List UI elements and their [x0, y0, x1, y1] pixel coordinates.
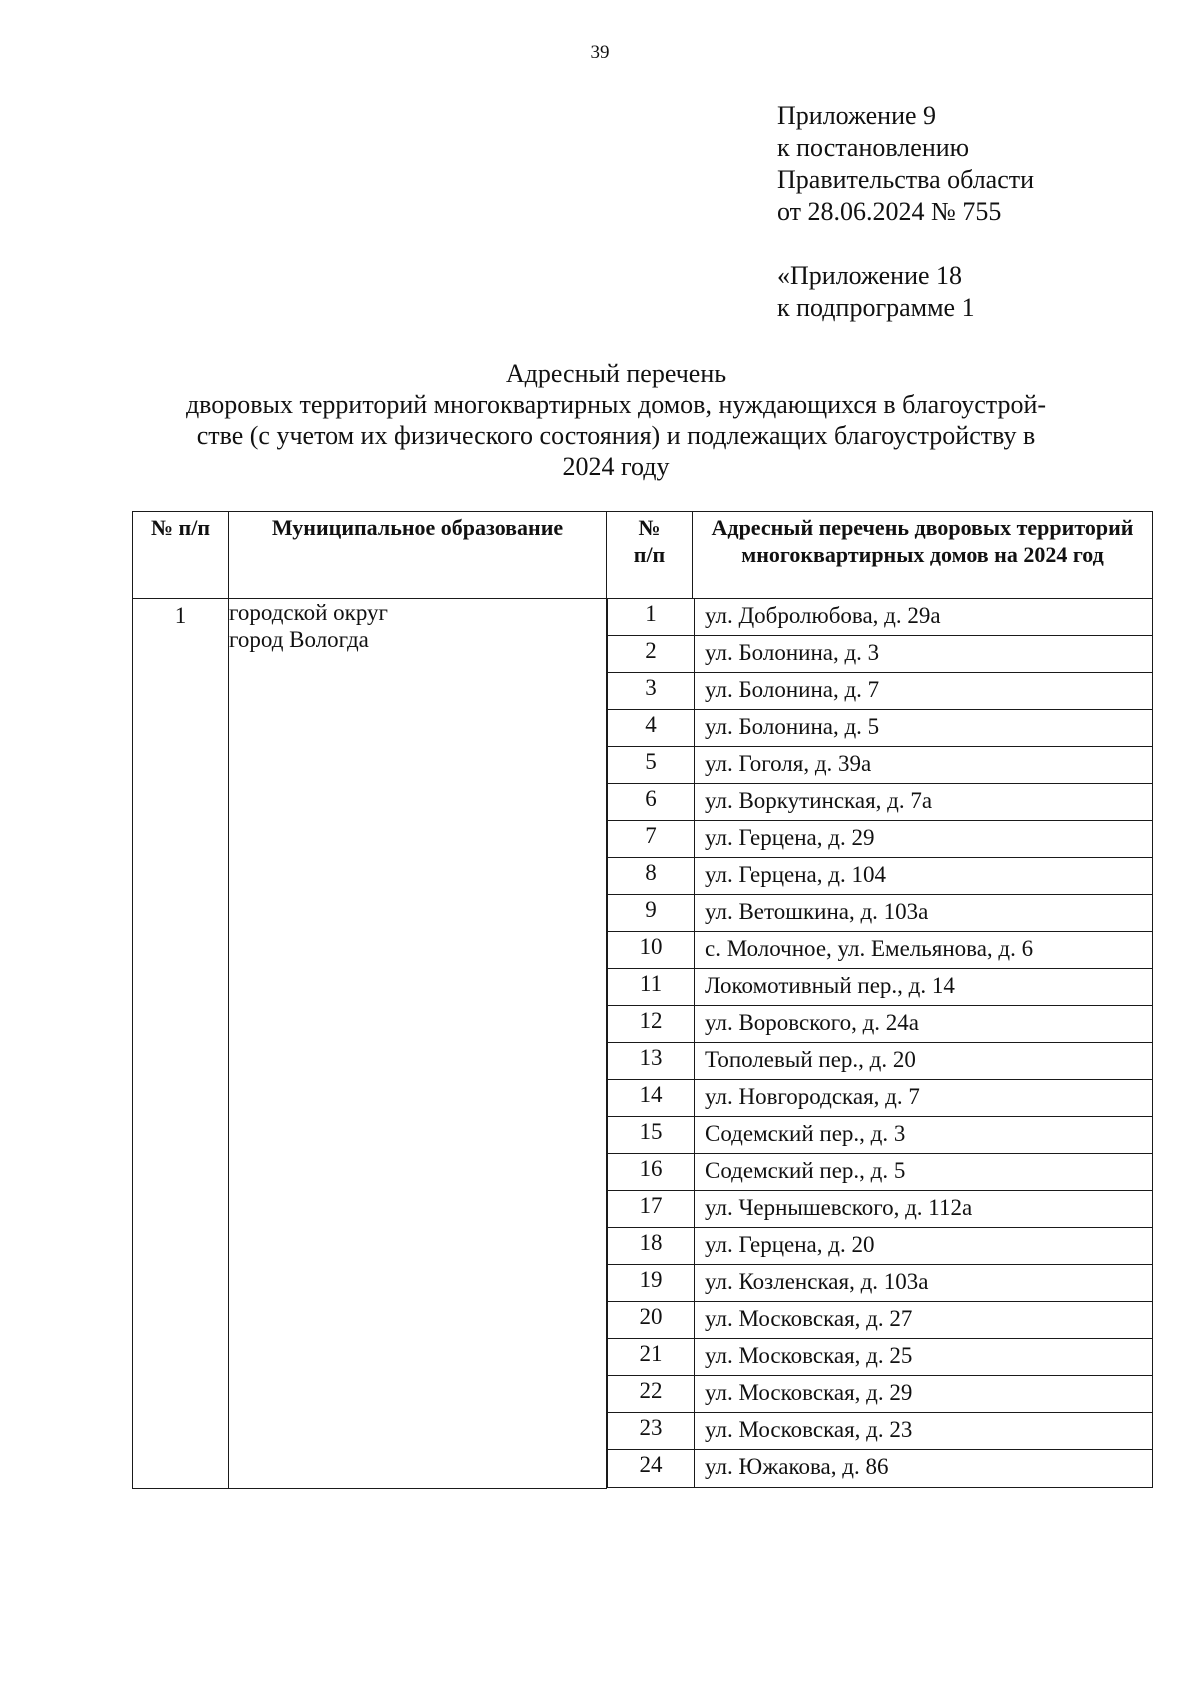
- header-number-line: №: [638, 515, 661, 540]
- table-row: [608, 969, 1153, 1006]
- title-line: дворовых территорий многоквартирных домов, нуждающихся в благоустрой-: [185, 390, 1047, 419]
- table-row: [608, 636, 1153, 673]
- row-number: 19: [608, 1265, 695, 1302]
- row-number: 20: [608, 1302, 695, 1339]
- row-address: ул. Добролюбова, д. 29а: [695, 599, 1153, 636]
- row-number: 2: [608, 636, 695, 673]
- table-row: [608, 858, 1153, 895]
- row-address: ул. Герцена, д. 104: [695, 858, 1153, 895]
- table-row: [608, 932, 1153, 969]
- table-row: [608, 784, 1153, 821]
- header-pp: № п/п: [133, 512, 229, 599]
- row-number: 9: [608, 895, 695, 932]
- row-address: ул. Южакова, д. 86: [695, 1450, 1153, 1488]
- row-number: 23: [608, 1413, 695, 1450]
- title-line: стве (с учетом их физического состояния) и подлежащих благоустройству в: [196, 421, 1036, 450]
- row-number: 11: [608, 969, 695, 1006]
- municipality-line: городской округ: [229, 600, 388, 625]
- row-address: ул. Воровского, д. 24а: [695, 1006, 1153, 1043]
- row-address: ул. Болонина, д. 7: [695, 673, 1153, 710]
- row-number: 6: [608, 784, 695, 821]
- row-address: ул. Новгородская, д. 7: [695, 1080, 1153, 1117]
- header-municipality: Муниципальное образование: [229, 512, 607, 599]
- row-address: Локомотивный пер., д. 14: [695, 969, 1153, 1006]
- table-row: [608, 1006, 1153, 1043]
- row-address: ул. Герцена, д. 20: [695, 1228, 1153, 1265]
- row-address: ул. Воркутинская, д. 7а: [695, 784, 1153, 821]
- row-number: 22: [608, 1376, 695, 1413]
- appendix-line: к постановлению: [777, 133, 970, 162]
- table-row: [608, 1376, 1153, 1413]
- row-address: ул. Московская, д. 23: [695, 1413, 1153, 1450]
- row-address: ул. Герцена, д. 29: [695, 821, 1153, 858]
- table-row: [608, 895, 1153, 932]
- row-address: ул. Гоголя, д. 39а: [695, 747, 1153, 784]
- municipality-line: город Вологда: [229, 627, 369, 652]
- group-row: [133, 599, 1153, 1489]
- row-address: ул. Болонина, д. 5: [695, 710, 1153, 747]
- row-number: 17: [608, 1191, 695, 1228]
- header-number: [607, 512, 693, 599]
- row-address: ул. Московская, д. 29: [695, 1376, 1153, 1413]
- table-row: [608, 1339, 1153, 1376]
- appendix-line: Правительства области: [777, 165, 1035, 194]
- table-row: [608, 1450, 1153, 1488]
- appendix-line: «Приложение 18: [777, 261, 963, 290]
- header-number-line: п/п: [633, 542, 666, 567]
- table-row: [608, 1154, 1153, 1191]
- table-row: [608, 710, 1153, 747]
- address-list-cell: [607, 599, 1153, 1489]
- table-row: [608, 1191, 1153, 1228]
- group-municipality: [229, 599, 607, 1489]
- row-address: Тополевый пер., д. 20: [695, 1043, 1153, 1080]
- table-row: [608, 821, 1153, 858]
- table-row: [608, 1080, 1153, 1117]
- row-address: ул. Болонина, д. 3: [695, 636, 1153, 673]
- row-address: с. Молочное, ул. Емельянова, д. 6: [695, 932, 1153, 969]
- address-list: [607, 599, 1153, 1488]
- row-address: ул. Чернышевского, д. 112а: [695, 1191, 1153, 1228]
- row-number: 3: [608, 673, 695, 710]
- row-number: 8: [608, 858, 695, 895]
- row-address: Содемский пер., д. 3: [695, 1117, 1153, 1154]
- row-number: 10: [608, 932, 695, 969]
- table-row: [608, 673, 1153, 710]
- row-number: 15: [608, 1117, 695, 1154]
- row-address: ул. Московская, д. 27: [695, 1302, 1153, 1339]
- row-address: ул. Московская, д. 25: [695, 1339, 1153, 1376]
- appendix-line: от 28.06.2024 № 755: [777, 197, 1002, 226]
- row-address: Содемский пер., д. 5: [695, 1154, 1153, 1191]
- title-line: Адресный перечень: [505, 359, 727, 388]
- row-number: 14: [608, 1080, 695, 1117]
- appendix-block: [777, 100, 1034, 324]
- appendix-line: Приложение 9: [777, 101, 937, 130]
- appendix-line: к подпрограмме 1: [777, 293, 975, 322]
- row-number: 21: [608, 1339, 695, 1376]
- table-row: [608, 1117, 1153, 1154]
- page-number: 39: [590, 42, 610, 63]
- address-registry-table: [132, 511, 1153, 1489]
- group-pp: 1: [133, 599, 229, 1489]
- table-row: [608, 1413, 1153, 1450]
- table-row: [608, 599, 1153, 636]
- title-line: 2024 году: [562, 452, 670, 481]
- row-number: 16: [608, 1154, 695, 1191]
- table-row: [608, 1302, 1153, 1339]
- row-number: 12: [608, 1006, 695, 1043]
- row-number: 4: [608, 710, 695, 747]
- row-number: 5: [608, 747, 695, 784]
- row-number: 7: [608, 821, 695, 858]
- row-number: 18: [608, 1228, 695, 1265]
- table-row: [608, 1265, 1153, 1302]
- row-address: ул. Козленская, д. 103а: [695, 1265, 1153, 1302]
- document-title: [130, 358, 1102, 482]
- table-row: [608, 1043, 1153, 1080]
- table-row: [608, 1228, 1153, 1265]
- row-address: ул. Ветошкина, д. 103а: [695, 895, 1153, 932]
- header-address: Адресный перечень дворовых территорий многоквартирных домов на 2024 год: [693, 512, 1153, 599]
- row-number: 24: [608, 1450, 695, 1488]
- row-number: 13: [608, 1043, 695, 1080]
- row-number: 1: [608, 599, 695, 636]
- table-header-row: [133, 512, 1153, 599]
- table-row: [608, 747, 1153, 784]
